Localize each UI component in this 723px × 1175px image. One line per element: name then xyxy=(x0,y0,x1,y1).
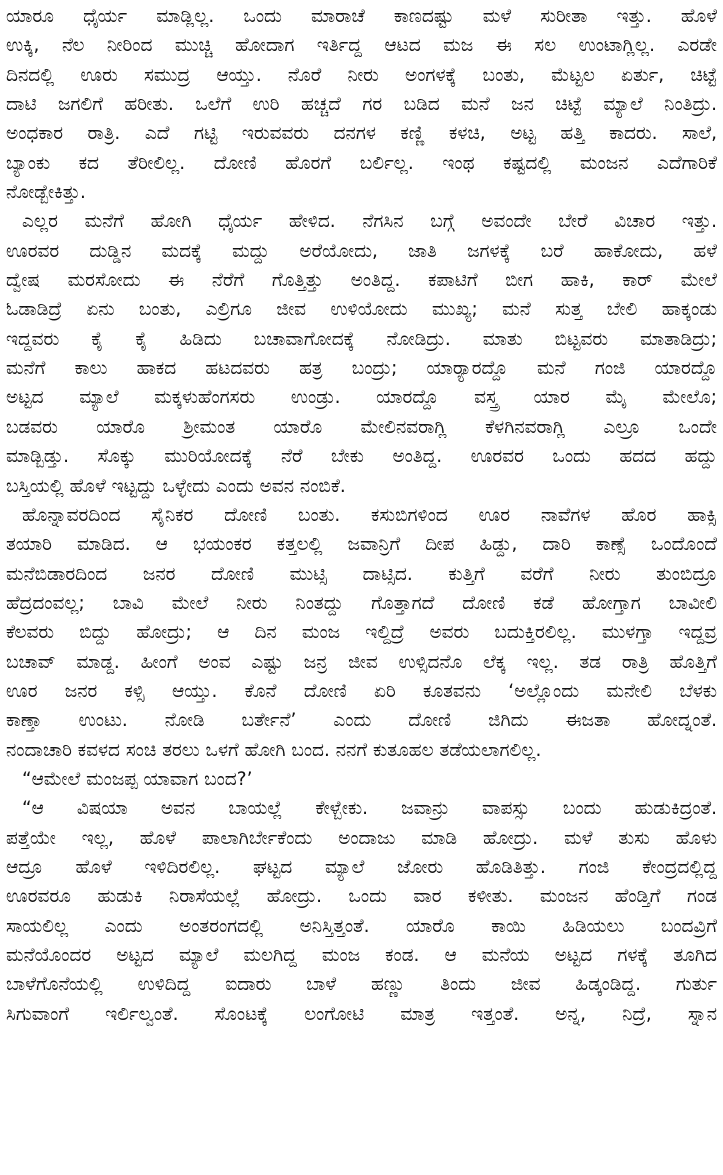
text-line: ಸಿಗುವಾಂಗೆ ಇರ್ಲಿಲ್ವಂತೆ. ಸೊಂಟಕ್ಕೆ ಲಂಗೋಟಿ ಮಾತ್ರ ಇತ್ತಂತೆ. ಅನ್ನ, ನಿದ್ರೆ, ಸ್ನಾನ xyxy=(6,1003,717,1025)
text-line: ಊರವರೂ ಹುಡುಕಿ ನಿರಾಸೆಯಲ್ಲೆ ಹೋದ್ರು. ಒಂದು ವಾರ ಕಳೀತು. ಮಂಜನ ಹೆಂಡ್ತಿಗೆ ಗಂಡ xyxy=(6,886,717,908)
text-line: ಉಕ್ಕಿ, ನೆಲ ನೀರಿಂದ ಮುಚ್ಚಿ ಹೋದಾಗ ಇರ್ತಿದ್ದ ಆಟದ ಮಜ ಈ ಸಲ ಉಂಟಾಗ್ಲಿಲ್ಲ. ಎರಡೇ xyxy=(6,35,717,57)
text-line: ಮನೆಯೊಂದರ ಅಟ್ಟದ ಮ್ಯಾಲೆ ಮಲಗಿದ್ದ ಮಂಜ ಕಂಡ. ಆ ಮನೆಯ ಅಟ್ಟದ ಗಳಕ್ಕೆ ತೂಗಿದ xyxy=(6,945,717,966)
text-line: ಕಾಣ್ತಾ ಉಂಟು. ನೋಡಿ ಬರ್ತೇನೆ’ ಎಂದು ದೋಣಿ ಜಿಗಿದು ಈಜತಾ ಹೋದ್ನಂತೆ. xyxy=(6,710,717,732)
paragraph-5 xyxy=(6,794,717,1029)
paragraph-3 xyxy=(6,501,717,765)
text-line: ಇದ್ದವರು ಕೈ ಕೈ ಹಿಡಿದು ಬಚಾವಾಗೋದಕ್ಕೆ ನೋಡಿದ್ರು. ಮಾತು ಬಿಟ್ಟವರು ಮಾತಾಡಿದ್ರು; xyxy=(6,328,717,350)
text-line: ಮನೆಬಿಡಾರದಿಂದ ಜನರ ದೋಣಿ ಮುಟ್ಸಿ ದಾಟ್ಸಿದ. ಕುತ್ತಿಗೆ ವರೆಗೆ ನೀರು ತುಂಬಿದ್ರೂ xyxy=(6,563,717,585)
text-line: ನೋಡ್ಬೇಕಿತ್ತು. xyxy=(6,182,86,204)
text-line: ಹೆದ್ರದಂವಲ್ಲ; ಬಾವಿ ಮೇಲೆ ನೀರು ನಿಂತದ್ದು ಗೊತ್ತಾಗದೆ ದೋಣಿ ಕಡೆ ಹೋಗ್ತಾಗ ಬಾವೀಲಿ xyxy=(6,592,717,614)
text-line: ಅಂಧಕಾರ ರಾತ್ರಿ. ಎದೆ ಗಟ್ಟಿ ಇರುವವರು ದನಗಳ ಕಣ್ಣಿ ಕಳಚಿ, ಅಟ್ಟ ಹತ್ತಿ ಕಾದರು. ಸಾಲೆ, xyxy=(6,123,717,145)
text-line: ಬಾಳೆಗೊನೆಯಲ್ಲಿ ಉಳಿದಿದ್ದ ಐದಾರು ಬಾಳೆ ಹಣ್ಣು ತಿಂದು ಜೀವ ಹಿಡ್ಕಂಡಿದ್ದ. ಗುರ್ತು xyxy=(6,974,717,996)
text-line: ಹೊನ್ನಾವರದಿಂದ ಸೈನಿಕರ ದೋಣಿ ಬಂತು. ಕಸುಬಿಗಳಿಂದ ಊರ ನಾವೆಗಳ ಹೊರ ಹಾಕ್ಸಿ xyxy=(22,504,717,526)
text-line: ಬಚಾವ್ ಮಾಡ್ದ. ಹೀಂಗೆ ಅಂವ ಎಷ್ಟು ಜನ್ರ ಜೀವ ಉಳ್ಸಿದನೊ ಲೆಕ್ಕ ಇಲ್ಲ. ತಡ ರಾತ್ರಿ ಹೊತ್ತಿಗೆ xyxy=(6,651,717,673)
text-line: ಮನೆಗೆ ಕಾಲು ಹಾಕದ ಹಟದವರು ಹತ್ರ ಬಂದ್ರು; ಯಾರ್‍ಯಾರದ್ದೊ ಮನೆ ಗಂಜಿ ಯಾರದ್ದೊ xyxy=(6,358,717,380)
text-line: ಅಟ್ಟದ ಮ್ಯಾಲೆ ಮಕ್ಕಳುಹೆಂಗಸರು ಉಂಡ್ರು. ಯಾರದ್ದೊ ವಸ್ತ್ರ ಯಾರ ಮೈ ಮೇಲೊ; xyxy=(6,387,717,409)
text-line: ತಯಾರಿ ಮಾಡಿದ. ಆ ಭಯಂಕರ ಕತ್ತಲಲ್ಲಿ ಜವಾನ್ರಿಗೆ ದೀಪ ಹಿಡ್ದು, ದಾರಿ ಕಾಣ್ಸೆ ಒಂದೊಂದೆ xyxy=(6,534,717,556)
text-line: ಆದ್ರೂ ಹೊಳೆ ಇಳಿದಿರಲಿಲ್ಲ. ಘಟ್ಟದ ಮ್ಯಾಲೆ ಜೋರು ಹೊಡಿತಿತ್ತು. ಗಂಜಿ ಕೇಂದ್ರದಲ್ಲಿದ್ದ xyxy=(6,856,717,878)
text-line: ಊರವರ ದುಡ್ಡಿನ ಮದಕ್ಕೆ ಮದ್ದು ಅರೆಯೋದು, ಜಾತಿ ಜಗಳಕ್ಕೆ ಬರೆ ಹಾಕೋದು, ಹಳೆ xyxy=(6,240,717,262)
text-line: ಊರ ಜನರ ಕಳ್ಸಿ ಆಯ್ತು. ಕೊನೆ ದೋಣಿ ಏರಿ ಕೂತವನು ‘ಅಲ್ಲೊಂದು ಮನೇಲಿ ಬೆಳಕು xyxy=(6,680,717,702)
text-line: ಎಲ್ಲರ ಮನೆಗೆ ಹೋಗಿ ಧೈರ್ಯ ಹೇಳಿದ. ನೆಗಸಿನ ಬಗ್ಗೆ ಅವಂದೇ ಬೇರೆ ವಿಚಾರ ಇತ್ತು. xyxy=(22,211,717,233)
text-line: ನಂದಾಚಾರಿ ಕವಳದ ಸಂಚಿ ತರಲು ಒಳಗೆ ಹೋಗಿ ಬಂದ. ನನಗೆ ಕುತೂಹಲ ತಡೆಯಲಾಗಲಿಲ್ಲ. xyxy=(6,739,542,761)
text-line: ದಿನದಲ್ಲಿ ಊರು ಸಮುದ್ರ ಆಯ್ತು. ನೊರೆ ನೀರು ಅಂಗಳಕ್ಕೆ ಬಂತು, ಮೆಟ್ಟಲ ಏರ್ತು, ಚಿಟ್ಟೆ xyxy=(6,64,717,86)
text-line: ಮಾಡ್ಬಿಡ್ತು. ಸೊಕ್ಕು ಮುರಿಯೋದಕ್ಕೆ ನೆರೆ ಬೇಕು ಅಂತಿದ್ದ. ಊರವರ ಒಂದು ಹದದ ಹದ್ದು xyxy=(6,446,717,468)
text-line: “ಆ ವಿಷಯಾ ಅವನ ಬಾಯಲ್ಲೆ ಕೇಳ್ಬೇಕು. ಜವಾನ್ರು ವಾಪಸ್ಸು ಬಂದು ಹುಡುಕಿದ್ರಂತೆ. xyxy=(22,798,717,820)
text-line: ಓಡಾಡಿದ್ರೆ ಏನು ಬಂತು, ಎಲ್ರಿಗೂ ಜೀವ ಉಳಿಯೋದು ಮುಖ್ಯ; ಮನೆ ಸುತ್ತ ಬೇಲಿ ಹಾಕ್ಕಂಡು xyxy=(6,299,717,321)
text-line: “ಆಮೇಲೆ ಮಂಜಪ್ಪ ಯಾವಾಗ ಬಂದ?’ xyxy=(22,768,253,790)
paragraph-2 xyxy=(6,207,717,500)
text-line: ದಾಟಿ ಜಗಲಿಗೆ ಹರೀತು. ಒಲೆಗೆ ಉರಿ ಹಚ್ಚದೆ ಗರ ಬಡಿದ ಮನೆ ಜನ ಚಿಟ್ಟೆ ಮ್ಯಾಲೆ ನಿಂತಿದ್ರು. xyxy=(6,94,717,116)
text-line: ಕೆಲವರು ಬಿದ್ದು ಹೋದ್ರು; ಆ ದಿನ ಮಂಜ ಇಲ್ದಿದ್ರೆ ಅವರು ಬದುಕ್ತಿರಲಿಲ್ಲ. ಮುಳಗ್ತಾ ಇದ್ದವ್ರ xyxy=(6,622,717,644)
text-line: ಬಸ್ತಿಯಲ್ಲಿ ಹೊಳೆ ಇಟ್ಟದ್ದು ಒಳ್ಳೇದು ಎಂದು ಅವನ ನಂಬಿಕೆ. xyxy=(6,475,346,497)
text-line: ಪತ್ತೆಯೇ ಇಲ್ಲ, ಹೊಳೆ ಪಾಲಾಗಿರ್ಬೇಕೆಂದು ಅಂದಾಜು ಮಾಡಿ ಹೋದ್ರು. ಮಳೆ ತುಸು ಹೊಳು xyxy=(6,827,717,849)
text-line: ಬ್ಯಾಂಕು ಕದ ತೆರೀಲಿಲ್ಲ. ದೋಣಿ ಹೊರಗೆ ಬರ್ಲಿಲ್ಲ. ಇಂಥ ಕಷ್ಟದಲ್ಲಿ ಮಂಜನ ಎದೆಗಾರಿಕೆ xyxy=(6,152,717,174)
paragraph-4-dialogue xyxy=(6,765,717,794)
text-line: ಬಡವರು ಯಾರೊ ಶ್ರೀಮಂತ ಯಾರೊ ಮೇಲಿನವರಾಗ್ಲಿ ಕೆಳಗಿನವರಾಗ್ಲಿ ಎಲ್ರೂ ಒಂದೇ xyxy=(6,416,717,438)
text-line: ದ್ವೇಷ ಮರಸೋದು ಈ ನೆರೆಗೆ ಗೊತ್ತಿತ್ತು ಅಂತಿದ್ದ. ಕಪಾಟಿಗೆ ಬೀಗ ಹಾಕಿ, ಕಾರ್ ಮೇಲೆ xyxy=(6,270,717,292)
text-line: ಯಾರೂ ಧೈರ್ಯ ಮಾಡ್ಲಿಲ್ಲ. ಒಂದು ಮಾರಾಚೆ ಕಾಣದಷ್ಟು ಮಳೆ ಸುರೀತಾ ಇತ್ತು. ಹೊಳೆ xyxy=(6,6,717,27)
text-line: ಸಾಯಲಿಲ್ಲ ಎಂದು ಅಂತರಂಗದಲ್ಲಿ ಅನಿಸ್ತಿತ್ತಂತೆ. ಯಾರೊ ಕಾಯಿ ಹಿಡಿಯಲು ಬಂದವ್ರಿಗೆ xyxy=(6,915,717,937)
paragraph-1 xyxy=(6,2,717,207)
